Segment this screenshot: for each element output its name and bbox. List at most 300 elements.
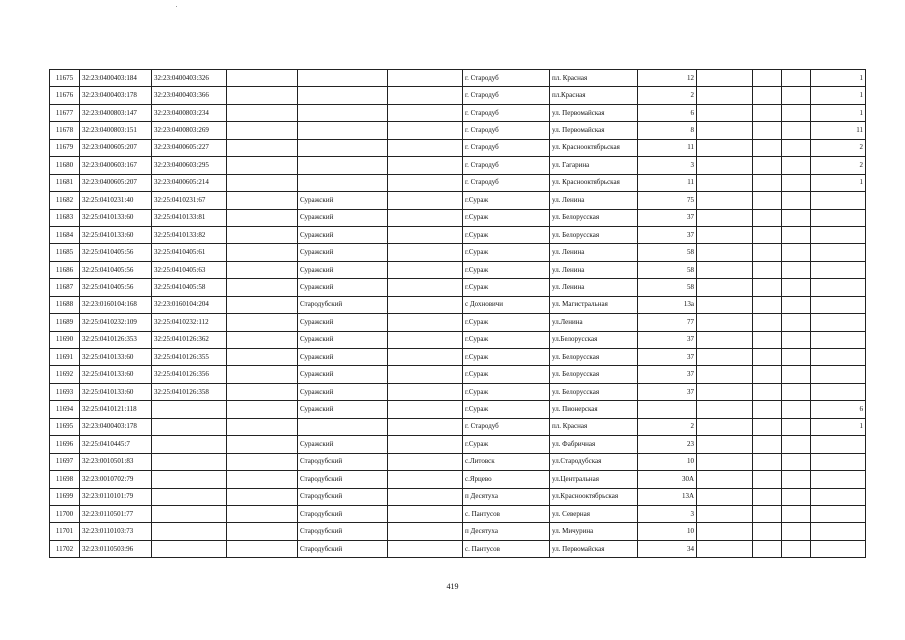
row-number-cell: 11687	[50, 279, 80, 296]
cadastral-number-cell: 32:23:0160104:168	[80, 296, 152, 313]
blank-col-6	[388, 70, 463, 87]
related-cadastral-cell: 32:23:0400403:326	[152, 70, 227, 87]
related-cadastral-cell: 32:23:0400603:295	[152, 157, 227, 174]
district-cell	[298, 418, 388, 435]
row-number-cell: 11696	[50, 436, 80, 453]
blank-col-12	[782, 383, 811, 400]
settlement-cell: г.Сураж	[463, 436, 550, 453]
table-row	[50, 244, 866, 261]
blank-col-6	[388, 261, 463, 278]
table-row	[50, 70, 866, 87]
blank-col-4	[227, 366, 298, 383]
blank-col-12	[782, 349, 811, 366]
blank-col-4	[227, 226, 298, 243]
house-number-cell: 30А	[638, 471, 697, 488]
table-row	[50, 366, 866, 383]
blank-col-6	[388, 209, 463, 226]
house-number-cell: 2	[638, 87, 697, 104]
blank-col-11	[753, 226, 782, 243]
table-row	[50, 139, 866, 156]
related-cadastral-cell: 32:23:0400403:366	[152, 87, 227, 104]
related-cadastral-cell	[152, 488, 227, 505]
cadastral-number-cell: 32:25:0410231:40	[80, 192, 152, 209]
extra-count-cell: 1	[811, 418, 866, 435]
extra-count-cell	[811, 192, 866, 209]
blank-col-6	[388, 244, 463, 261]
table-row	[50, 104, 866, 121]
blank-col-4	[227, 383, 298, 400]
house-number-cell: 12	[638, 70, 697, 87]
blank-col-6	[388, 471, 463, 488]
blank-col-10	[697, 279, 753, 296]
cadastral-number-cell: 32:23:0110103:73	[80, 523, 152, 540]
blank-col-6	[388, 104, 463, 121]
related-cadastral-cell	[152, 540, 227, 557]
scan-speck	[176, 6, 177, 7]
blank-col-10	[697, 192, 753, 209]
blank-col-10	[697, 436, 753, 453]
extra-count-cell: 1	[811, 104, 866, 121]
settlement-cell: г. Стародуб	[463, 139, 550, 156]
blank-col-6	[388, 436, 463, 453]
related-cadastral-cell: 32:25:0410231:67	[152, 192, 227, 209]
blank-col-6	[388, 87, 463, 104]
district-cell: Суражский	[298, 314, 388, 331]
table-row	[50, 523, 866, 540]
blank-col-11	[753, 139, 782, 156]
blank-col-4	[227, 523, 298, 540]
extra-count-cell	[811, 523, 866, 540]
blank-col-12	[782, 523, 811, 540]
blank-col-12	[782, 331, 811, 348]
blank-col-11	[753, 540, 782, 557]
district-cell	[298, 70, 388, 87]
row-number-cell: 11680	[50, 157, 80, 174]
table-row	[50, 261, 866, 278]
blank-col-11	[753, 471, 782, 488]
settlement-cell: г.Сураж	[463, 261, 550, 278]
district-cell: Стародубский	[298, 471, 388, 488]
settlement-cell: п Десятуха	[463, 523, 550, 540]
blank-col-4	[227, 279, 298, 296]
blank-col-10	[697, 87, 753, 104]
table-row	[50, 279, 866, 296]
settlement-cell: г. Стародуб	[463, 70, 550, 87]
settlement-cell: г.Сураж	[463, 401, 550, 418]
blank-col-10	[697, 104, 753, 121]
blank-col-12	[782, 488, 811, 505]
table-row	[50, 349, 866, 366]
blank-col-6	[388, 453, 463, 470]
table-row	[50, 122, 866, 139]
house-number-cell: 23	[638, 436, 697, 453]
blank-col-6	[388, 314, 463, 331]
house-number-cell: 10	[638, 523, 697, 540]
district-cell	[298, 104, 388, 121]
table-row	[50, 226, 866, 243]
row-number-cell: 11694	[50, 401, 80, 418]
street-cell: ул. Белорусская	[550, 349, 638, 366]
page-number: 419	[446, 582, 459, 591]
related-cadastral-cell: 32:25:0410126:358	[152, 383, 227, 400]
cadastral-number-cell: 32:25:0410405:56	[80, 279, 152, 296]
blank-col-10	[697, 174, 753, 191]
blank-col-11	[753, 122, 782, 139]
blank-col-11	[753, 244, 782, 261]
settlement-cell: г.Сураж	[463, 209, 550, 226]
blank-col-10	[697, 505, 753, 522]
row-number-cell: 11686	[50, 261, 80, 278]
blank-col-4	[227, 401, 298, 418]
blank-col-12	[782, 122, 811, 139]
related-cadastral-cell	[152, 401, 227, 418]
extra-count-cell: 1	[811, 70, 866, 87]
table-row	[50, 314, 866, 331]
cadastral-number-cell: 32:23:0400403:184	[80, 70, 152, 87]
extra-count-cell: 1	[811, 87, 866, 104]
table-row	[50, 331, 866, 348]
extra-count-cell: 2	[811, 139, 866, 156]
table-row	[50, 157, 866, 174]
settlement-cell: г.Сураж	[463, 226, 550, 243]
street-cell: ул. Северная	[550, 505, 638, 522]
blank-col-6	[388, 174, 463, 191]
settlement-cell: г.Сураж	[463, 366, 550, 383]
row-number-cell: 11695	[50, 418, 80, 435]
blank-col-11	[753, 383, 782, 400]
street-cell: ул. Краснооктябрьская	[550, 174, 638, 191]
house-number-cell: 77	[638, 314, 697, 331]
cadastral-number-cell: 32:25:0410121:118	[80, 401, 152, 418]
street-cell: ул. Ленина	[550, 279, 638, 296]
row-number-cell: 11678	[50, 122, 80, 139]
blank-col-4	[227, 192, 298, 209]
blank-col-10	[697, 471, 753, 488]
related-cadastral-cell: 32:25:0410232:112	[152, 314, 227, 331]
blank-col-4	[227, 296, 298, 313]
house-number-cell: 10	[638, 453, 697, 470]
street-cell: ул. Белорусская	[550, 209, 638, 226]
blank-col-4	[227, 505, 298, 522]
house-number-cell: 75	[638, 192, 697, 209]
related-cadastral-cell	[152, 523, 227, 540]
street-cell: ул. Мичурина	[550, 523, 638, 540]
blank-col-4	[227, 122, 298, 139]
cadastral-number-cell: 32:25:0410405:56	[80, 244, 152, 261]
blank-col-11	[753, 418, 782, 435]
district-cell: Суражский	[298, 192, 388, 209]
related-cadastral-cell	[152, 453, 227, 470]
blank-col-6	[388, 418, 463, 435]
cadastral-number-cell: 32:25:0410133:60	[80, 383, 152, 400]
blank-col-10	[697, 70, 753, 87]
settlement-cell: г.Сураж	[463, 314, 550, 331]
row-number-cell: 11676	[50, 87, 80, 104]
extra-count-cell	[811, 314, 866, 331]
row-number-cell: 11682	[50, 192, 80, 209]
blank-col-4	[227, 70, 298, 87]
blank-col-6	[388, 505, 463, 522]
table-row	[50, 192, 866, 209]
cadastral-number-cell: 32:23:0400603:167	[80, 157, 152, 174]
settlement-cell: г.Сураж	[463, 244, 550, 261]
row-number-cell: 11702	[50, 540, 80, 557]
blank-col-10	[697, 157, 753, 174]
blank-col-4	[227, 488, 298, 505]
cadastral-number-cell: 32:25:0410133:60	[80, 209, 152, 226]
blank-col-12	[782, 453, 811, 470]
district-cell	[298, 139, 388, 156]
blank-col-12	[782, 314, 811, 331]
extra-count-cell	[811, 331, 866, 348]
blank-col-10	[697, 314, 753, 331]
extra-count-cell: 11	[811, 122, 866, 139]
blank-col-10	[697, 383, 753, 400]
district-cell: Суражский	[298, 279, 388, 296]
blank-col-6	[388, 540, 463, 557]
blank-col-4	[227, 436, 298, 453]
cadastral-number-cell: 32:25:0410133:60	[80, 226, 152, 243]
table-row	[50, 488, 866, 505]
row-number-cell: 11700	[50, 505, 80, 522]
blank-col-4	[227, 261, 298, 278]
extra-count-cell	[811, 279, 866, 296]
row-number-cell: 11699	[50, 488, 80, 505]
blank-col-10	[697, 139, 753, 156]
street-cell: ул. Белорусская	[550, 383, 638, 400]
blank-col-12	[782, 471, 811, 488]
blank-col-4	[227, 349, 298, 366]
cadastral-number-cell: 32:23:0400803:151	[80, 122, 152, 139]
row-number-cell: 11693	[50, 383, 80, 400]
related-cadastral-cell	[152, 505, 227, 522]
street-cell: ул. Ленина	[550, 244, 638, 261]
blank-col-10	[697, 226, 753, 243]
blank-col-11	[753, 349, 782, 366]
blank-col-10	[697, 366, 753, 383]
cadastral-number-cell: 32:25:0410405:56	[80, 261, 152, 278]
blank-col-12	[782, 505, 811, 522]
street-cell: ул. Первомайская	[550, 104, 638, 121]
blank-col-11	[753, 296, 782, 313]
district-cell	[298, 87, 388, 104]
blank-col-10	[697, 401, 753, 418]
blank-col-12	[782, 157, 811, 174]
blank-col-6	[388, 139, 463, 156]
street-cell: ул.Краснооктябрьская	[550, 488, 638, 505]
blank-col-4	[227, 139, 298, 156]
district-cell: Стародубский	[298, 296, 388, 313]
cadastral-number-cell: 32:25:0410133:60	[80, 349, 152, 366]
settlement-cell: г. Стародуб	[463, 157, 550, 174]
house-number-cell: 8	[638, 122, 697, 139]
street-cell: ул. Гагарина	[550, 157, 638, 174]
blank-col-10	[697, 523, 753, 540]
street-cell: пл. Красная	[550, 418, 638, 435]
row-number-cell: 11698	[50, 471, 80, 488]
street-cell: ул. Ленина	[550, 192, 638, 209]
blank-col-4	[227, 209, 298, 226]
district-cell: Стародубский	[298, 505, 388, 522]
blank-col-4	[227, 244, 298, 261]
district-cell: Стародубский	[298, 488, 388, 505]
blank-col-11	[753, 366, 782, 383]
district-cell: Суражский	[298, 383, 388, 400]
table-row	[50, 401, 866, 418]
table-row	[50, 453, 866, 470]
street-cell: ул. Пионерская	[550, 401, 638, 418]
blank-col-6	[388, 349, 463, 366]
house-number-cell: 11	[638, 174, 697, 191]
blank-col-4	[227, 174, 298, 191]
house-number-cell: 13А	[638, 488, 697, 505]
district-cell: Стародубский	[298, 540, 388, 557]
settlement-cell: г. Стародуб	[463, 87, 550, 104]
blank-col-11	[753, 488, 782, 505]
street-cell: ул. Фабричная	[550, 436, 638, 453]
row-number-cell: 11689	[50, 314, 80, 331]
district-cell	[298, 122, 388, 139]
blank-col-12	[782, 174, 811, 191]
blank-col-11	[753, 87, 782, 104]
table-row	[50, 436, 866, 453]
settlement-cell: п Десятуха	[463, 488, 550, 505]
street-cell: ул. Магистральная	[550, 296, 638, 313]
street-cell: ул.Центральная	[550, 471, 638, 488]
blank-col-6	[388, 122, 463, 139]
house-number-cell: 58	[638, 279, 697, 296]
street-cell: ул. Первомайская	[550, 122, 638, 139]
house-number-cell: 6	[638, 104, 697, 121]
cadastral-number-cell: 32:23:0110501:77	[80, 505, 152, 522]
cadastral-number-cell: 32:23:0400403:178	[80, 418, 152, 435]
blank-col-10	[697, 261, 753, 278]
extra-count-cell	[811, 261, 866, 278]
extra-count-cell	[811, 540, 866, 557]
blank-col-12	[782, 139, 811, 156]
district-cell: Суражский	[298, 436, 388, 453]
related-cadastral-cell	[152, 471, 227, 488]
blank-col-11	[753, 209, 782, 226]
blank-col-4	[227, 314, 298, 331]
blank-col-10	[697, 244, 753, 261]
blank-col-10	[697, 453, 753, 470]
registry-rows	[50, 70, 866, 558]
house-number-cell: 37	[638, 209, 697, 226]
extra-count-cell	[811, 244, 866, 261]
blank-col-10	[697, 296, 753, 313]
cadastral-number-cell: 32:25:0410133:60	[80, 366, 152, 383]
blank-col-10	[697, 540, 753, 557]
blank-col-10	[697, 349, 753, 366]
blank-col-12	[782, 87, 811, 104]
district-cell: Суражский	[298, 244, 388, 261]
extra-count-cell	[811, 349, 866, 366]
blank-col-11	[753, 70, 782, 87]
row-number-cell: 11681	[50, 174, 80, 191]
blank-col-11	[753, 261, 782, 278]
cadastral-number-cell: 32:25:0410126:353	[80, 331, 152, 348]
cadastral-number-cell: 32:23:0400403:178	[80, 87, 152, 104]
settlement-cell: г.Сураж	[463, 331, 550, 348]
related-cadastral-cell: 32:23:0400803:269	[152, 122, 227, 139]
street-cell: ул. Белорусская	[550, 226, 638, 243]
blank-col-12	[782, 296, 811, 313]
street-cell: пл. Красная	[550, 70, 638, 87]
blank-col-12	[782, 366, 811, 383]
cadastral-number-cell: 32:23:0400605:207	[80, 174, 152, 191]
blank-col-12	[782, 279, 811, 296]
settlement-cell: с. Пантусов	[463, 540, 550, 557]
district-cell: Суражский	[298, 209, 388, 226]
district-cell: Суражский	[298, 226, 388, 243]
cadastral-number-cell: 32:25:0410445:7	[80, 436, 152, 453]
settlement-cell: с Дохновичи	[463, 296, 550, 313]
extra-count-cell	[811, 383, 866, 400]
blank-col-4	[227, 157, 298, 174]
district-cell	[298, 157, 388, 174]
extra-count-cell	[811, 505, 866, 522]
blank-col-11	[753, 523, 782, 540]
district-cell: Суражский	[298, 366, 388, 383]
house-number-cell: 37	[638, 366, 697, 383]
settlement-cell: с. Пантусов	[463, 505, 550, 522]
table-row	[50, 505, 866, 522]
house-number-cell	[638, 401, 697, 418]
blank-col-12	[782, 418, 811, 435]
row-number-cell: 11688	[50, 296, 80, 313]
settlement-cell: г.Сураж	[463, 349, 550, 366]
cadastral-number-cell: 32:23:0010501:83	[80, 453, 152, 470]
street-cell: пл.Красная	[550, 87, 638, 104]
blank-col-11	[753, 453, 782, 470]
blank-col-6	[388, 401, 463, 418]
settlement-cell: г.Сураж	[463, 279, 550, 296]
blank-col-4	[227, 471, 298, 488]
blank-col-12	[782, 244, 811, 261]
street-cell: ул. Белорусская	[550, 366, 638, 383]
blank-col-11	[753, 192, 782, 209]
settlement-cell: г. Стародуб	[463, 104, 550, 121]
row-number-cell: 11677	[50, 104, 80, 121]
extra-count-cell	[811, 453, 866, 470]
blank-col-4	[227, 453, 298, 470]
blank-col-10	[697, 331, 753, 348]
blank-col-6	[388, 226, 463, 243]
related-cadastral-cell: 32:25:0410405:58	[152, 279, 227, 296]
blank-col-12	[782, 540, 811, 557]
blank-col-4	[227, 331, 298, 348]
street-cell: ул.Белорусская	[550, 331, 638, 348]
row-number-cell: 11701	[50, 523, 80, 540]
house-number-cell: 37	[638, 331, 697, 348]
house-number-cell: 2	[638, 418, 697, 435]
blank-col-10	[697, 209, 753, 226]
house-number-cell: 13а	[638, 296, 697, 313]
extra-count-cell	[811, 226, 866, 243]
settlement-cell: г. Стародуб	[463, 174, 550, 191]
row-number-cell: 11691	[50, 349, 80, 366]
district-cell	[298, 174, 388, 191]
table-row	[50, 540, 866, 557]
table-row	[50, 296, 866, 313]
related-cadastral-cell: 32:25:0410126:355	[152, 349, 227, 366]
settlement-cell: г. Стародуб	[463, 122, 550, 139]
house-number-cell: 58	[638, 244, 697, 261]
blank-col-11	[753, 436, 782, 453]
house-number-cell: 37	[638, 383, 697, 400]
related-cadastral-cell	[152, 436, 227, 453]
